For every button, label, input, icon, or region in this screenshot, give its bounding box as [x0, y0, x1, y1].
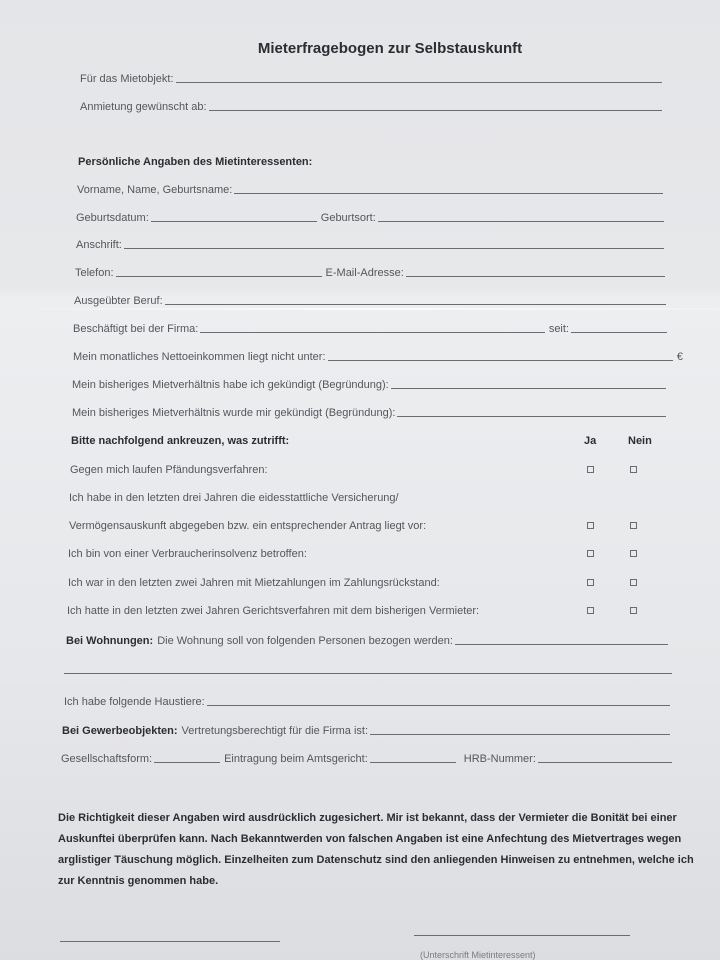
checkbox-no-insolvenz[interactable]	[630, 550, 637, 557]
field-geburtsort[interactable]	[378, 211, 664, 222]
row-firma	[73, 322, 671, 335]
checkbox-yes-versicherung[interactable]	[587, 522, 594, 529]
field-amtsgericht[interactable]	[370, 752, 456, 763]
field-gekuendigt-ich[interactable]	[391, 378, 666, 389]
field-beruf[interactable]	[165, 294, 666, 305]
row-haustiere	[64, 695, 674, 708]
checklist-item-label: Ich bin von einer Verbraucherinsolvenz betroffen:	[68, 548, 307, 560]
checklist-item	[69, 492, 399, 504]
label-firma: Beschäftigt bei der Firma:	[73, 323, 199, 335]
field-netto[interactable]	[328, 350, 673, 361]
column-yes: Ja	[584, 435, 597, 447]
label-gewerbe: Vertretungsberechtigt für die Firma ist:	[181, 725, 369, 737]
column-no: Nein	[628, 435, 652, 447]
row-anschrift	[76, 238, 668, 251]
checklist-heading-label: Bitte nachfolgend ankreuzen, was zutrifft:	[71, 435, 290, 447]
label-beruf: Ausgeübter Beruf:	[74, 295, 163, 307]
label-gekuendigt-mir: Mein bisheriges Mietverhältnis wurde mir gekündigt (Begründung):	[72, 407, 396, 419]
label-amtsgericht: Eintragung beim Amtsgericht:	[224, 753, 368, 765]
label-name: Vorname, Name, Geburtsname:	[77, 184, 233, 196]
checkbox-no-gericht[interactable]	[630, 607, 637, 614]
row-gewerbe	[62, 724, 674, 737]
row-mietobjekt	[80, 72, 666, 85]
field-wohnungen[interactable]	[455, 634, 668, 645]
checklist-item	[67, 605, 479, 617]
field-geburtsdatum[interactable]	[151, 211, 317, 222]
checklist-item-label: Gegen mich laufen Pfändungsverfahren:	[70, 464, 268, 476]
checkbox-no-rueckstand[interactable]	[630, 579, 637, 586]
checklist-item	[68, 577, 440, 589]
field-telefon[interactable]	[116, 266, 322, 277]
label-gekuendigt-ich: Mein bisheriges Mietverhältnis habe ich gekündigt (Begründung):	[72, 379, 389, 391]
row-netto	[73, 350, 683, 363]
checkbox-yes-pfaendung[interactable]	[587, 466, 594, 473]
label-gesellschaftsform: Gesellschaftsform:	[61, 753, 153, 765]
declaration-text: Die Richtigkeit dieser Angaben wird ausdrücklich zugesichert. Mir ist bekannt, dass der Vermieter die Bonität bei einer Auskunftei überprüfen kann. Nach Bekanntwerden von falschen Angaben ist eine Anfechtung des Mietvertrages wegen arglistiger Täuschung möglich. Einzelheiten zum Datenschutz sind den anliegenden Hinweisen zu entnehmen, welche ich zur Kenntnis genommen habe.	[58, 812, 694, 887]
row-anmietung	[80, 100, 666, 113]
checkbox-yes-rueckstand[interactable]	[587, 579, 594, 586]
field-gesellschaftsform[interactable]	[154, 752, 220, 763]
field-name[interactable]	[234, 183, 663, 194]
form-title: Mieterfragebogen zur Selbstauskunft	[257, 40, 523, 57]
paper-fold	[0, 308, 720, 310]
label-geburtsdatum: Geburtsdatum:	[76, 212, 149, 224]
checklist-item-label: Ich hatte in den letzten zwei Jahren Gerichtsverfahren mit dem bisherigen Vermieter:	[67, 605, 480, 617]
checklist-item-label: Vermögensauskunft abgegeben bzw. ein entsprechender Antrag liegt vor:	[69, 520, 427, 532]
label-anmietung: Anmietung gewünscht ab:	[80, 101, 207, 113]
field-anschrift[interactable]	[124, 238, 664, 249]
signature-line-tenant[interactable]	[414, 934, 630, 936]
signature-line-date[interactable]	[60, 940, 280, 942]
label-mietobjekt: Für das Mietobjekt:	[80, 73, 174, 85]
label-wohnungen-bold: Bei Wohnungen:	[66, 635, 154, 647]
row-geburt	[76, 211, 668, 224]
label-netto: Mein monatliches Nettoeinkommen liegt nicht unter:	[73, 351, 326, 363]
label-geburtsort: Geburtsort:	[320, 212, 376, 224]
field-mietobjekt[interactable]	[176, 72, 662, 83]
label-anschrift: Anschrift:	[76, 239, 122, 251]
checklist-item	[69, 520, 426, 532]
checklist-item	[68, 548, 307, 560]
field-anmietung[interactable]	[209, 100, 662, 111]
label-wohnungen: Die Wohnung soll von folgenden Personen bezogen werden:	[157, 635, 453, 647]
row-gekuendigt-ich	[72, 378, 670, 391]
row-wohnungen	[66, 634, 672, 647]
checklist-heading	[71, 435, 289, 447]
checklist-item-label: Ich habe in den letzten drei Jahren die eidesstattliche Versicherung/	[69, 492, 399, 504]
field-seit[interactable]	[571, 322, 667, 333]
section-personal-label: Persönliche Angaben des Mietinteressenten:	[78, 156, 313, 168]
row-kontakt	[75, 266, 669, 279]
label-gewerbe-bold: Bei Gewerbeobjekten:	[62, 725, 178, 737]
field-gewerbe[interactable]	[370, 724, 670, 735]
field-wohnungen-line2[interactable]	[64, 672, 672, 674]
row-firmendaten	[61, 752, 676, 765]
field-email[interactable]	[406, 266, 665, 277]
row-beruf	[74, 294, 670, 307]
field-haustiere[interactable]	[207, 695, 670, 706]
checkbox-yes-gericht[interactable]	[587, 607, 594, 614]
checkbox-no-versicherung[interactable]	[630, 522, 637, 529]
field-firma[interactable]	[200, 322, 544, 333]
currency-symbol: €	[676, 351, 683, 363]
label-haustiere: Ich habe folgende Haustiere:	[64, 696, 205, 708]
label-telefon: Telefon:	[75, 267, 114, 279]
row-gekuendigt-mir	[72, 406, 670, 419]
checklist-item	[70, 464, 268, 476]
row-name	[77, 183, 667, 196]
label-hrb: HRB-Nummer:	[463, 753, 536, 765]
label-email: E-Mail-Adresse:	[325, 267, 404, 279]
field-hrb[interactable]	[538, 752, 672, 763]
field-gekuendigt-mir[interactable]	[397, 406, 666, 417]
checklist-item-label: Ich war in den letzten zwei Jahren mit Mietzahlungen im Zahlungsrückstand:	[68, 577, 440, 589]
signature-caption: (Unterschrift Mietinteressent)	[420, 950, 536, 960]
section-personal-heading	[78, 156, 312, 168]
checkbox-no-pfaendung[interactable]	[630, 466, 637, 473]
checkbox-yes-insolvenz[interactable]	[587, 550, 594, 557]
label-seit: seit:	[548, 323, 569, 335]
